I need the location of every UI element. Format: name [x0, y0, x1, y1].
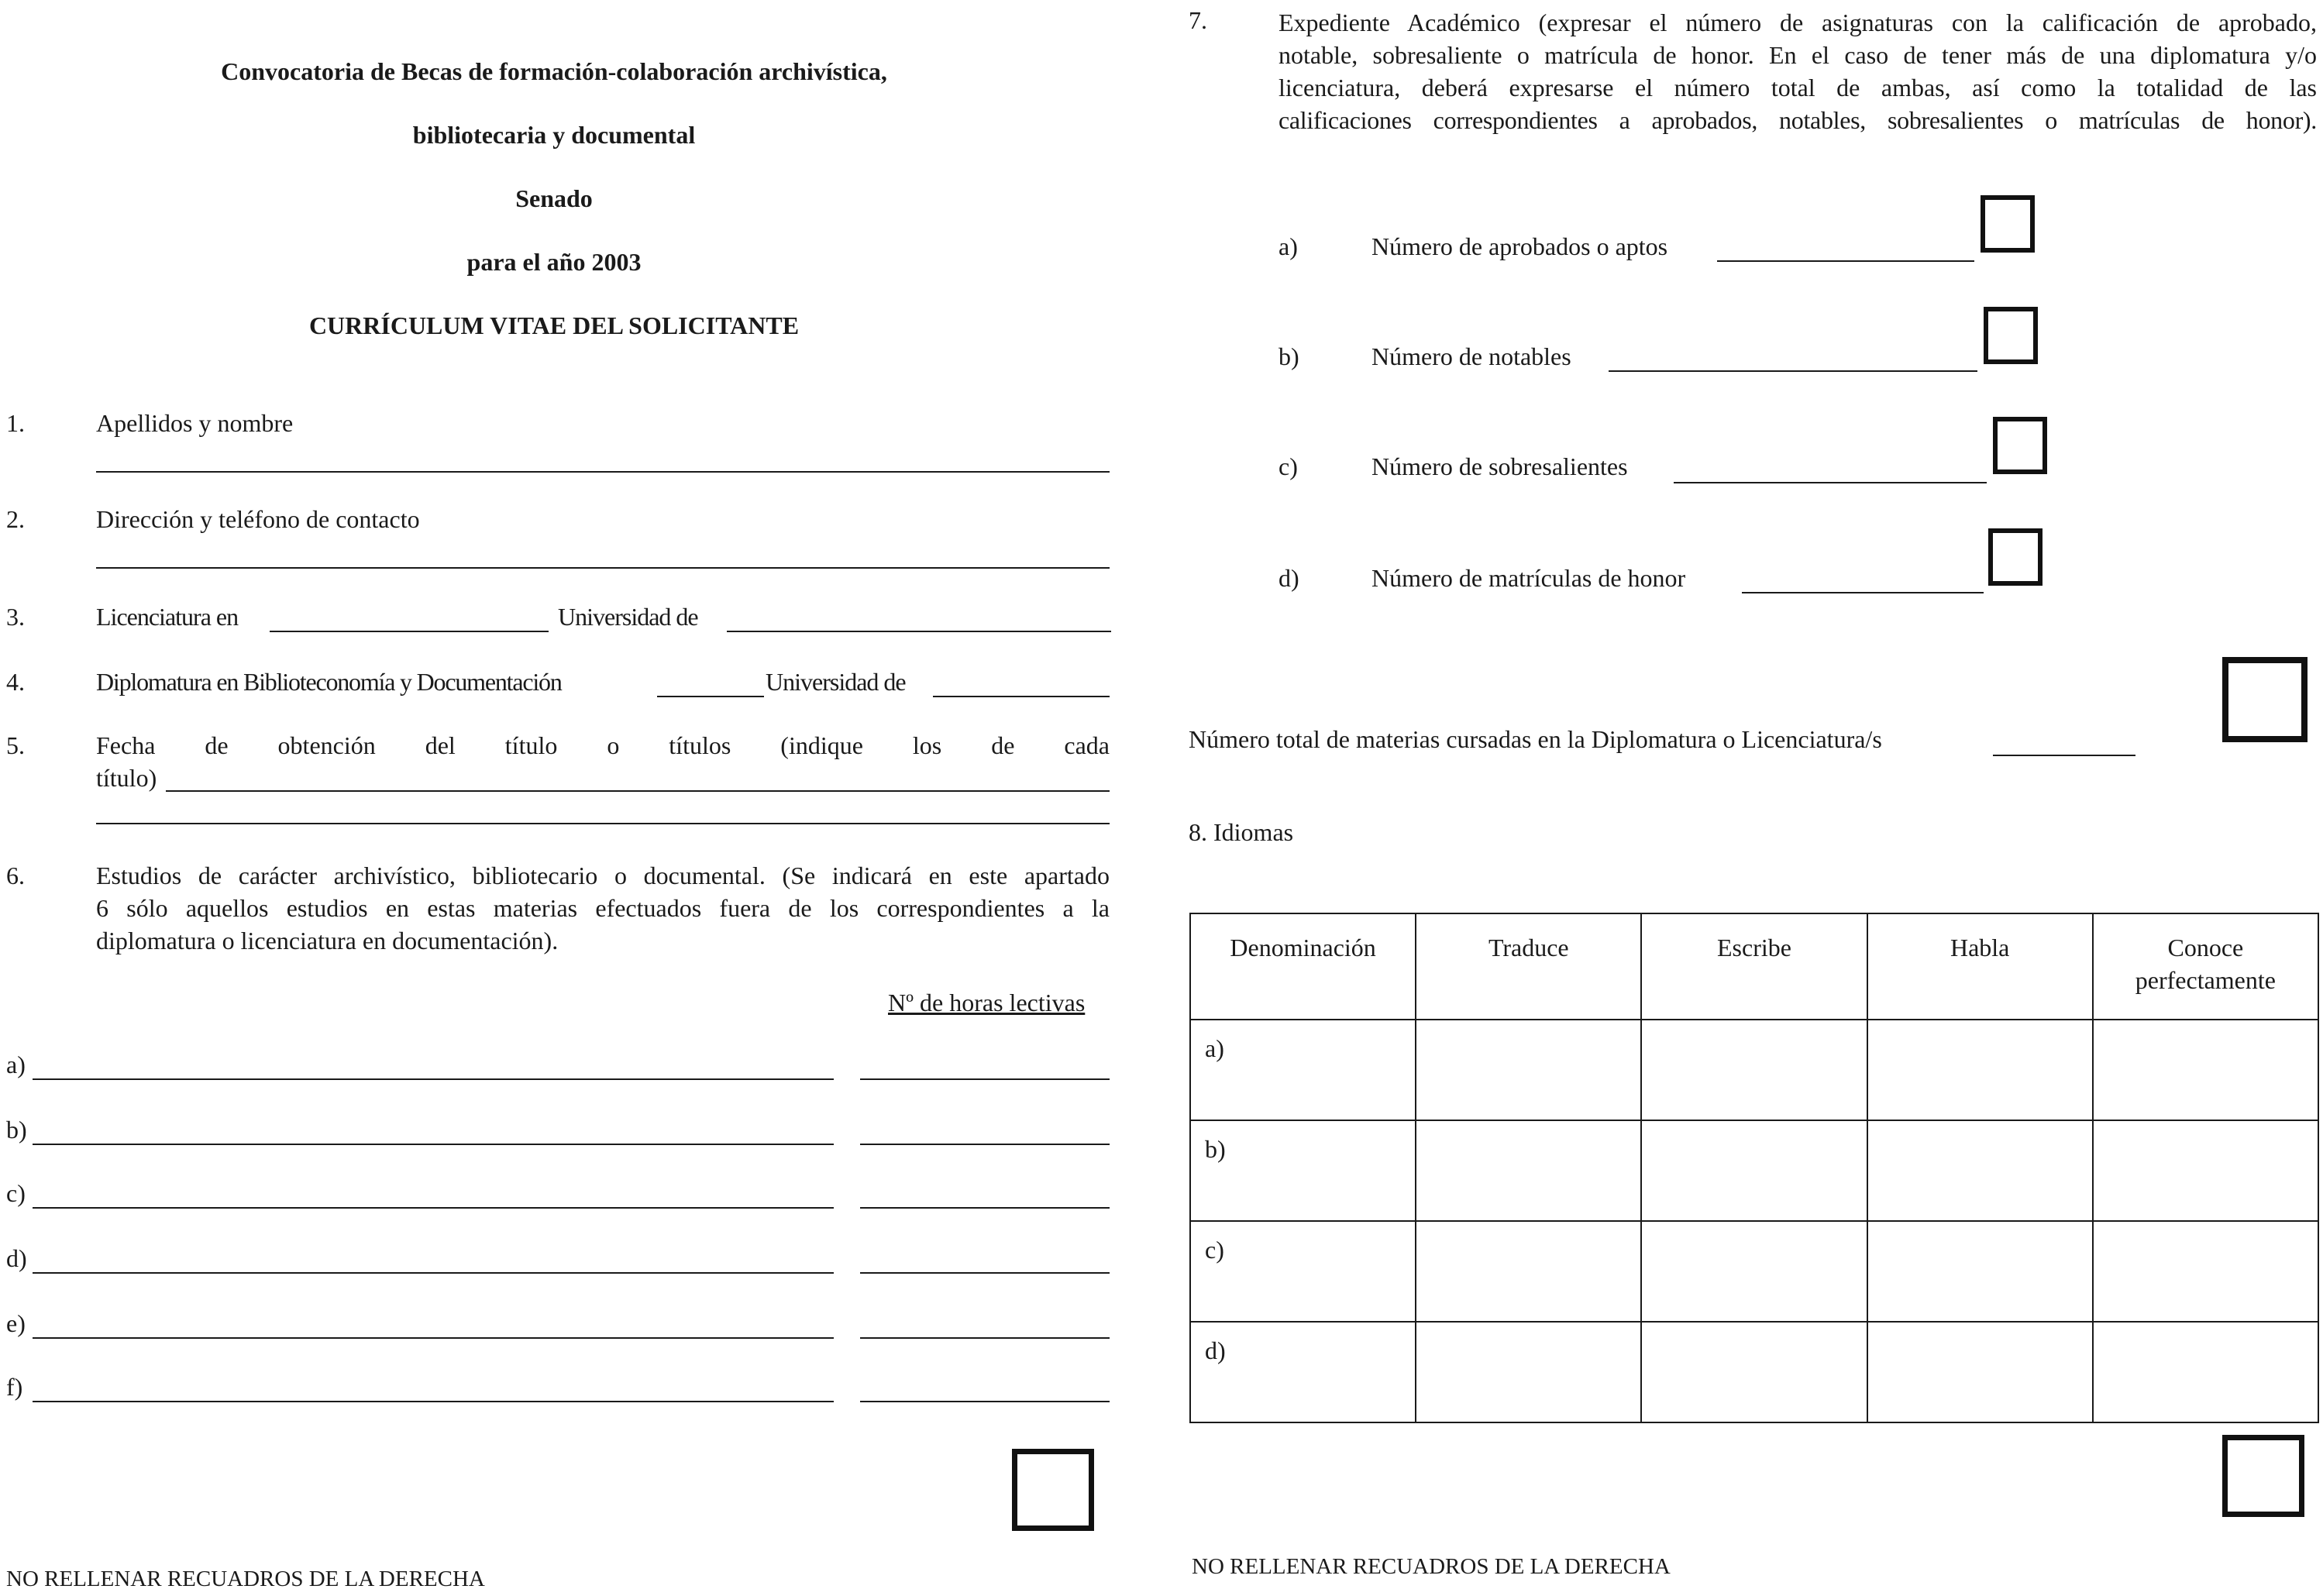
grade-c-box [1993, 417, 2047, 474]
language-row-label[interactable]: c) [1190, 1221, 1416, 1322]
total-office-box [2222, 657, 2308, 742]
grade-c-input-line[interactable] [1674, 482, 1987, 483]
table-cell[interactable] [1416, 1020, 1641, 1120]
table-cell[interactable] [1416, 1221, 1641, 1322]
study-row-label: b) [6, 1116, 27, 1144]
header-line-1: Convocatoria de Becas de formación-colaboración archivística, [221, 57, 887, 85]
table-cell[interactable] [2093, 1020, 2318, 1120]
table-cell[interactable] [1867, 1120, 2093, 1221]
footer-note: NO RELLENAR RECUADROS DE LA DERECHA [1192, 1554, 1671, 1579]
table-row [1190, 1120, 2318, 1221]
table-cell[interactable] [1641, 1322, 1867, 1422]
study-row-hours-line[interactable] [860, 1337, 1110, 1339]
item-1-label: Apellidos y nombre [96, 409, 294, 437]
item-8-title: 8. Idiomas [1189, 818, 1294, 846]
header-habla: Habla [1867, 913, 2093, 1020]
table-cell[interactable] [1641, 1020, 1867, 1120]
table-cell[interactable] [2093, 1322, 2318, 1422]
study-row-input-line[interactable] [33, 1078, 834, 1080]
item-5-number: 5. [6, 731, 25, 759]
table-cell[interactable] [1867, 1020, 2093, 1120]
item-1-input-line[interactable] [96, 471, 1110, 473]
item-4-number: 4. [6, 668, 25, 696]
language-row-label[interactable]: d) [1190, 1322, 1416, 1422]
study-row-label: e) [6, 1309, 26, 1337]
total-subjects-label: Número total de materias cursadas en la Diplomatura o Licenciatura/s [1189, 725, 1882, 753]
languages-table [1189, 913, 2319, 1423]
table-cell[interactable] [2093, 1221, 2318, 1322]
grade-d-label: Número de matrículas de honor [1371, 564, 1686, 592]
form-title: CURRÍCULUM VITAE DEL SOLICITANTE [308, 311, 800, 339]
grade-a-input-line[interactable] [1717, 260, 1974, 262]
grade-d-box [1988, 528, 2043, 586]
item-4-university-label: Universidad de [766, 668, 906, 696]
item-4-label: Diplomatura en Biblioteconomía y Documentación [96, 668, 562, 696]
grade-b-box [1984, 307, 2038, 364]
table-cell[interactable] [1416, 1322, 1641, 1422]
hours-column-header: Nº de horas lectivas [888, 989, 1086, 1016]
table-cell[interactable] [1867, 1322, 2093, 1422]
diplomatura-input-line[interactable] [657, 696, 764, 697]
item-6-text-line-3: diplomatura o licenciatura en documentación). [96, 927, 559, 955]
grade-a-box [1981, 195, 2035, 253]
item-3-university-input-line[interactable] [727, 631, 1111, 632]
grade-b-input-line[interactable] [1609, 370, 1977, 372]
study-row-hours-line[interactable] [860, 1401, 1110, 1402]
study-row-hours-line[interactable] [860, 1078, 1110, 1080]
header-line-2: bibliotecaria y documental [412, 121, 696, 149]
item-7-text-line-3: licenciatura, deberá expresarse el número total de ambas, así como la totalidad de las [1279, 74, 2317, 101]
study-row-input-line[interactable] [33, 1401, 834, 1402]
table-row [1190, 1322, 2318, 1422]
item-3-university-label: Universidad de [558, 603, 698, 631]
item-5-label-line-1: Fecha de obtención del título o títulos (indique los de cada [96, 731, 1110, 759]
item-5-input-line-2[interactable] [96, 823, 1110, 824]
grade-b-letter: b) [1279, 342, 1299, 370]
table-cell[interactable] [1641, 1120, 1867, 1221]
grade-d-letter: d) [1279, 564, 1299, 592]
grade-c-label: Número de sobresalientes [1371, 452, 1628, 480]
study-row-input-line[interactable] [33, 1337, 834, 1339]
header-denominacion: Denominación [1190, 913, 1416, 1020]
item-4-university-input-line[interactable] [933, 696, 1110, 697]
header-conoce-perfectamente: Conoce perfectamente [2093, 913, 2318, 1020]
study-row-hours-line[interactable] [860, 1144, 1110, 1145]
item-5-label-line-2: título) [96, 764, 157, 792]
item-6-text-line-1: Estudios de carácter archivístico, bibliotecario o documental. (Se indicará en este apartado [96, 862, 1110, 889]
study-row-input-line[interactable] [33, 1144, 834, 1145]
study-row-input-line[interactable] [33, 1207, 834, 1209]
study-row-label: f) [6, 1373, 23, 1401]
item-7-text-line-1: Expediente Académico (expresar el número de asignaturas con la calificación de aprobado, [1279, 9, 2317, 36]
item-1-number: 1. [6, 409, 25, 437]
header-escribe: Escribe [1641, 913, 1867, 1020]
header-traduce: Traduce [1416, 913, 1641, 1020]
table-cell[interactable] [1641, 1221, 1867, 1322]
study-row-label: a) [6, 1051, 26, 1078]
grade-c-letter: c) [1279, 452, 1298, 480]
item-2-number: 2. [6, 505, 25, 533]
table-cell[interactable] [1867, 1221, 2093, 1322]
study-row-hours-line[interactable] [860, 1207, 1110, 1209]
table-cell[interactable] [1416, 1120, 1641, 1221]
grade-b-label: Número de notables [1371, 342, 1571, 370]
languages-table-header-row [1190, 913, 2318, 1020]
office-use-box [1012, 1449, 1094, 1531]
item-7-text-line-4: calificaciones correspondientes a aprobados, notables, sobresalientes o matrículas de honor). [1279, 106, 2317, 134]
item-2-input-line[interactable] [96, 567, 1110, 569]
grade-a-letter: a) [1279, 232, 1298, 260]
item-6-number: 6. [6, 862, 25, 889]
study-row-input-line[interactable] [33, 1272, 834, 1274]
item-6-text-line-2: 6 sólo aquellos estudios en estas materias efectuados fuera de los correspondientes a la [96, 894, 1110, 922]
table-cell[interactable] [2093, 1120, 2318, 1221]
languages-office-box [2222, 1435, 2304, 1517]
item-3-label: Licenciatura en [96, 603, 239, 631]
table-row [1190, 1020, 2318, 1120]
item-5-input-line-1[interactable] [166, 790, 1110, 792]
header-line-3: Senado [515, 184, 593, 212]
study-row-label: c) [6, 1179, 26, 1207]
total-subjects-input-line[interactable] [1993, 755, 2135, 756]
item-7-text-line-2: notable, sobresaliente o matrícula de honor. En el caso de tener más de una diplomatura y/o [1279, 41, 2317, 69]
grade-d-input-line[interactable] [1742, 592, 1984, 593]
licenciatura-input-line[interactable] [270, 631, 549, 632]
table-row [1190, 1221, 2318, 1322]
item-7-number: 7. [1189, 6, 1207, 34]
language-row-label[interactable]: b) [1190, 1120, 1416, 1221]
item-3-number: 3. [6, 603, 25, 631]
study-row-label: d) [6, 1244, 27, 1272]
study-row-hours-line[interactable] [860, 1272, 1110, 1274]
language-row-label[interactable]: a) [1190, 1020, 1416, 1120]
grade-a-label: Número de aprobados o aptos [1371, 232, 1668, 260]
footer-note: NO RELLENAR RECUADROS DE LA DERECHA [6, 1567, 485, 1591]
header-line-4: para el año 2003 [466, 248, 642, 276]
item-2-label: Dirección y teléfono de contacto [96, 505, 420, 533]
